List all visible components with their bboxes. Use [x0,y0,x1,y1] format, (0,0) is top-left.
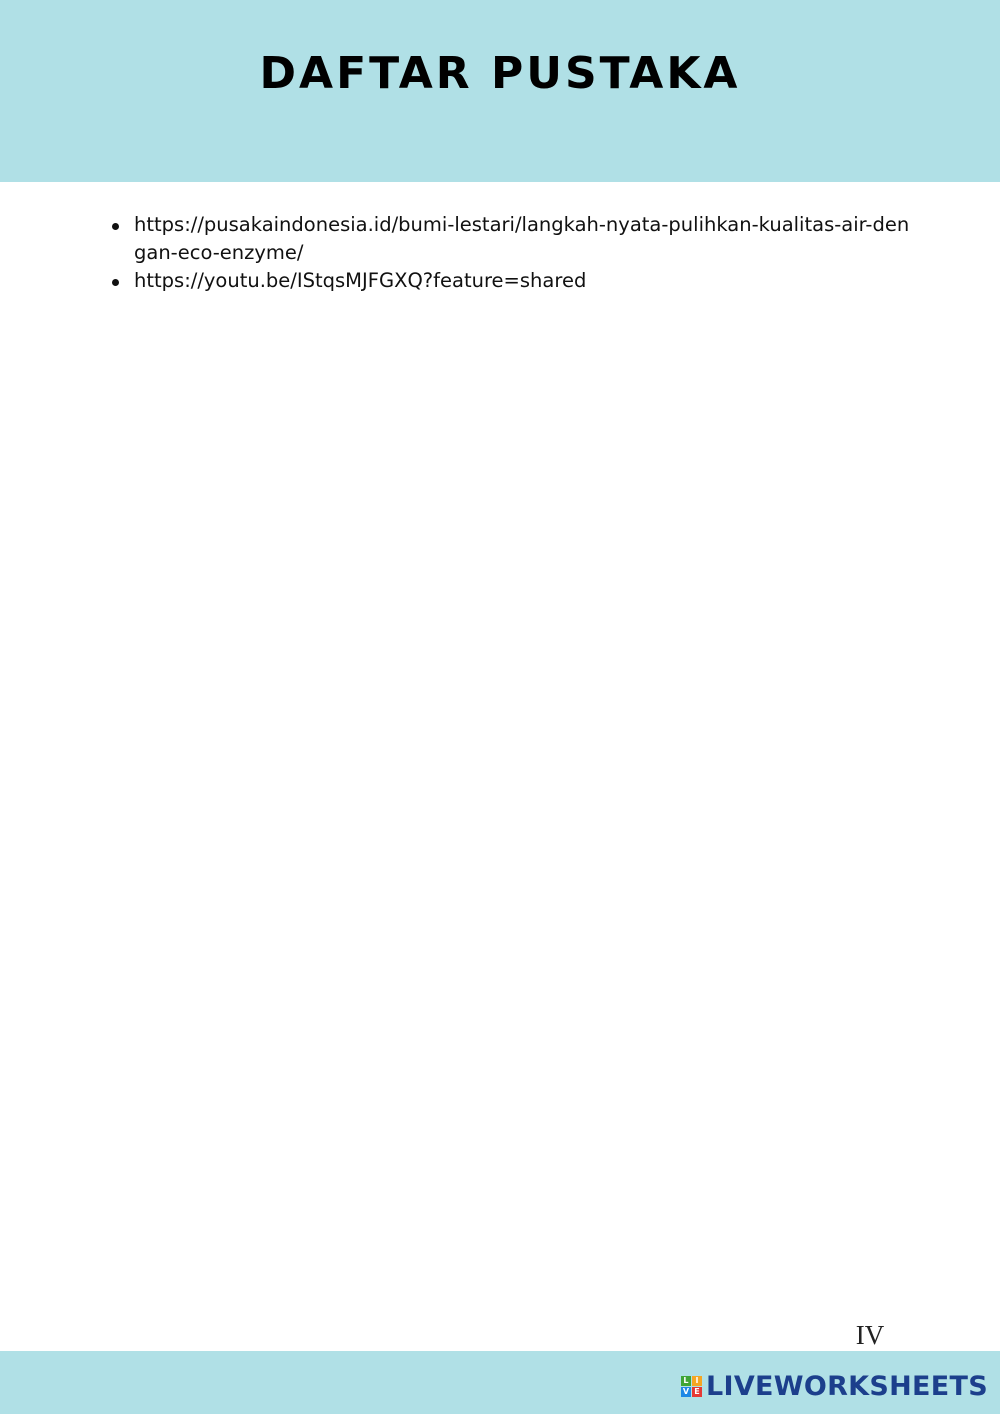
logo-letter-e: E [692,1387,702,1397]
logo-letter-v: V [682,1386,690,1396]
brand-text: LIVEWORKSHEETS [705,1370,988,1402]
liveworksheets-logo-icon [681,1376,702,1397]
bullet-icon [112,223,119,230]
reference-item [110,211,910,267]
reference-link[interactable]: https://youtu.be/IStqsMJFGXQ?feature=shared [134,269,587,292]
logo-letter-l: L [681,1376,691,1386]
reference-item [110,267,910,295]
reference-link[interactable]: https://pusakaindonesia.id/bumi-lestari/langkah-nyata-pulihkan-kualitas-air-dengan-eco-enzyme/ [134,213,910,264]
page-number: IV [855,1320,885,1350]
bullet-icon [112,279,119,286]
logo-letter-i: I [692,1376,702,1386]
liveworksheets-brand[interactable] [681,1371,988,1401]
page-title: DAFTAR PUSTAKA [259,48,741,99]
footer-band [0,1351,1000,1414]
reference-list [110,211,910,295]
header-band [0,0,1000,182]
